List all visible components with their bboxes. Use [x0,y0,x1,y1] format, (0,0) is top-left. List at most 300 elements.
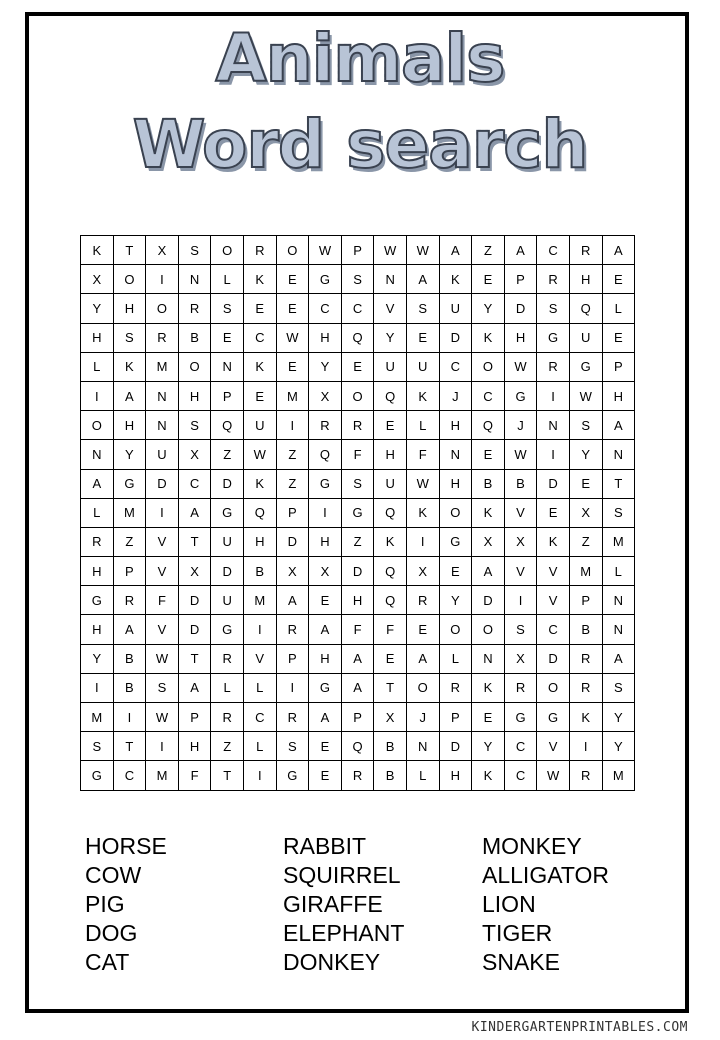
grid-cell[interactable]: T [374,673,407,702]
grid-cell[interactable]: K [243,265,276,294]
grid-cell[interactable]: D [211,557,244,586]
grid-cell[interactable]: Y [374,323,407,352]
grid-cell[interactable]: G [81,761,114,790]
grid-cell[interactable]: O [472,352,505,381]
grid-cell[interactable]: Q [472,411,505,440]
grid-cell[interactable]: E [374,411,407,440]
grid-cell[interactable]: N [211,352,244,381]
grid-cell[interactable]: C [243,703,276,732]
grid-cell[interactable]: I [243,615,276,644]
grid-cell[interactable]: H [569,265,602,294]
grid-cell[interactable]: Z [341,527,374,556]
grid-cell[interactable]: R [569,761,602,790]
grid-cell[interactable]: S [276,732,309,761]
grid-cell[interactable]: E [243,294,276,323]
grid-cell[interactable]: K [243,469,276,498]
grid-cell[interactable]: H [439,469,472,498]
grid-cell[interactable]: U [211,527,244,556]
grid-cell[interactable]: W [406,236,439,265]
grid-cell[interactable]: S [341,265,374,294]
grid-cell[interactable]: I [113,703,146,732]
grid-cell[interactable]: W [406,469,439,498]
grid-cell[interactable]: B [113,673,146,702]
grid-cell[interactable]: L [211,673,244,702]
grid-cell[interactable]: W [537,761,570,790]
grid-cell[interactable]: I [309,498,342,527]
grid-cell[interactable]: U [439,294,472,323]
grid-cell[interactable]: R [113,586,146,615]
grid-cell[interactable]: H [439,411,472,440]
grid-cell[interactable]: A [309,615,342,644]
grid-cell[interactable]: P [341,236,374,265]
grid-cell[interactable]: W [276,323,309,352]
grid-cell[interactable]: E [374,644,407,673]
grid-cell[interactable]: N [178,265,211,294]
grid-cell[interactable]: E [439,557,472,586]
grid-cell[interactable]: G [113,469,146,498]
grid-cell[interactable]: J [406,703,439,732]
grid-cell[interactable]: F [341,440,374,469]
grid-cell[interactable]: X [504,644,537,673]
grid-cell[interactable]: M [113,498,146,527]
grid-cell[interactable]: H [504,323,537,352]
grid-cell[interactable]: E [472,703,505,732]
grid-cell[interactable]: H [81,323,114,352]
grid-cell[interactable]: I [276,411,309,440]
grid-cell[interactable]: H [113,294,146,323]
grid-cell[interactable]: B [472,469,505,498]
grid-cell[interactable]: S [341,469,374,498]
grid-cell[interactable]: S [537,294,570,323]
grid-cell[interactable]: B [504,469,537,498]
grid-cell[interactable]: W [309,236,342,265]
grid-cell[interactable]: L [602,294,635,323]
grid-cell[interactable]: A [341,644,374,673]
grid-cell[interactable]: D [341,557,374,586]
grid-cell[interactable]: T [113,236,146,265]
grid-cell[interactable]: C [472,381,505,410]
grid-cell[interactable]: K [472,673,505,702]
grid-cell[interactable]: H [309,527,342,556]
grid-cell[interactable]: E [569,469,602,498]
grid-cell[interactable]: D [178,586,211,615]
grid-cell[interactable]: M [602,527,635,556]
grid-cell[interactable]: V [146,527,179,556]
grid-cell[interactable]: V [146,557,179,586]
grid-cell[interactable]: N [602,615,635,644]
grid-cell[interactable]: U [406,352,439,381]
grid-cell[interactable]: L [81,498,114,527]
grid-cell[interactable]: D [472,586,505,615]
grid-cell[interactable]: E [406,615,439,644]
grid-cell[interactable]: O [406,673,439,702]
grid-cell[interactable]: I [537,381,570,410]
grid-cell[interactable]: I [146,265,179,294]
grid-cell[interactable]: Q [243,498,276,527]
grid-cell[interactable]: R [178,294,211,323]
grid-cell[interactable]: C [243,323,276,352]
grid-cell[interactable]: A [602,236,635,265]
grid-cell[interactable]: R [81,527,114,556]
grid-cell[interactable]: V [146,615,179,644]
grid-cell[interactable]: V [537,557,570,586]
grid-cell[interactable]: M [569,557,602,586]
grid-cell[interactable]: O [81,411,114,440]
grid-cell[interactable]: P [602,352,635,381]
grid-cell[interactable]: H [243,527,276,556]
grid-cell[interactable]: M [602,761,635,790]
grid-cell[interactable]: F [146,586,179,615]
grid-cell[interactable]: B [374,732,407,761]
grid-cell[interactable]: A [406,265,439,294]
grid-cell[interactable]: B [113,644,146,673]
grid-cell[interactable]: Y [81,644,114,673]
grid-cell[interactable]: O [439,615,472,644]
grid-cell[interactable]: Q [374,586,407,615]
grid-cell[interactable]: U [146,440,179,469]
grid-cell[interactable]: O [439,498,472,527]
grid-cell[interactable]: A [341,673,374,702]
grid-cell[interactable]: T [178,644,211,673]
grid-cell[interactable]: R [243,236,276,265]
grid-cell[interactable]: D [146,469,179,498]
grid-cell[interactable]: E [406,323,439,352]
grid-cell[interactable]: E [276,352,309,381]
grid-cell[interactable]: E [276,294,309,323]
grid-cell[interactable]: U [374,469,407,498]
grid-cell[interactable]: C [113,761,146,790]
grid-cell[interactable]: Y [439,586,472,615]
grid-cell[interactable]: J [504,411,537,440]
grid-cell[interactable]: S [569,411,602,440]
grid-cell[interactable]: U [569,323,602,352]
grid-cell[interactable]: D [178,615,211,644]
grid-cell[interactable]: K [113,352,146,381]
grid-cell[interactable]: N [472,644,505,673]
grid-cell[interactable]: H [178,381,211,410]
grid-cell[interactable]: X [406,557,439,586]
grid-cell[interactable]: D [439,732,472,761]
grid-cell[interactable]: H [341,586,374,615]
grid-cell[interactable]: O [341,381,374,410]
grid-cell[interactable]: L [243,732,276,761]
grid-cell[interactable]: L [406,761,439,790]
grid-cell[interactable]: P [113,557,146,586]
grid-cell[interactable]: Q [341,323,374,352]
grid-cell[interactable]: I [81,381,114,410]
grid-cell[interactable]: W [504,440,537,469]
grid-cell[interactable]: T [602,469,635,498]
grid-cell[interactable]: M [146,761,179,790]
grid-cell[interactable]: G [341,498,374,527]
grid-cell[interactable]: V [504,557,537,586]
grid-cell[interactable]: G [309,673,342,702]
grid-cell[interactable]: O [178,352,211,381]
grid-cell[interactable]: N [602,440,635,469]
grid-cell[interactable]: E [309,586,342,615]
grid-cell[interactable]: Z [276,469,309,498]
grid-cell[interactable]: L [406,411,439,440]
grid-cell[interactable]: X [309,381,342,410]
grid-cell[interactable]: R [146,323,179,352]
grid-cell[interactable]: B [178,323,211,352]
grid-cell[interactable]: Q [309,440,342,469]
grid-cell[interactable]: H [309,323,342,352]
grid-cell[interactable]: V [243,644,276,673]
grid-cell[interactable]: M [146,352,179,381]
grid-cell[interactable]: K [569,703,602,732]
grid-cell[interactable]: S [602,673,635,702]
grid-cell[interactable]: G [81,586,114,615]
grid-cell[interactable]: R [537,352,570,381]
grid-cell[interactable]: N [439,440,472,469]
grid-cell[interactable]: A [439,236,472,265]
grid-cell[interactable]: I [276,673,309,702]
grid-cell[interactable]: I [569,732,602,761]
grid-cell[interactable]: H [113,411,146,440]
grid-cell[interactable]: Y [569,440,602,469]
grid-cell[interactable]: U [211,586,244,615]
grid-cell[interactable]: V [504,498,537,527]
grid-cell[interactable]: S [178,411,211,440]
grid-cell[interactable]: A [81,469,114,498]
grid-cell[interactable]: K [406,498,439,527]
grid-cell[interactable]: C [504,761,537,790]
grid-cell[interactable]: R [309,411,342,440]
grid-cell[interactable]: P [276,498,309,527]
grid-cell[interactable]: A [472,557,505,586]
grid-cell[interactable]: S [211,294,244,323]
grid-cell[interactable]: L [602,557,635,586]
grid-cell[interactable]: X [178,557,211,586]
grid-cell[interactable]: K [406,381,439,410]
grid-cell[interactable]: R [569,644,602,673]
grid-cell[interactable]: H [81,615,114,644]
grid-cell[interactable]: S [146,673,179,702]
grid-cell[interactable]: V [537,732,570,761]
grid-cell[interactable]: I [243,761,276,790]
grid-cell[interactable]: Z [113,527,146,556]
grid-cell[interactable]: N [146,411,179,440]
grid-cell[interactable]: S [406,294,439,323]
grid-cell[interactable]: R [341,761,374,790]
grid-cell[interactable]: R [569,236,602,265]
grid-cell[interactable]: Y [602,732,635,761]
grid-cell[interactable]: D [537,469,570,498]
grid-cell[interactable]: O [113,265,146,294]
grid-cell[interactable]: X [472,527,505,556]
grid-cell[interactable]: A [113,381,146,410]
grid-cell[interactable]: K [472,498,505,527]
grid-cell[interactable]: R [537,265,570,294]
grid-cell[interactable]: F [374,615,407,644]
grid-cell[interactable]: I [537,440,570,469]
grid-cell[interactable]: X [146,236,179,265]
grid-cell[interactable]: A [602,411,635,440]
grid-cell[interactable]: I [146,498,179,527]
grid-cell[interactable]: G [569,352,602,381]
grid-cell[interactable]: L [243,673,276,702]
grid-cell[interactable]: R [211,703,244,732]
grid-cell[interactable]: T [211,761,244,790]
grid-cell[interactable]: W [569,381,602,410]
grid-cell[interactable]: C [178,469,211,498]
grid-cell[interactable]: P [504,265,537,294]
grid-cell[interactable]: Z [276,440,309,469]
grid-cell[interactable]: G [537,323,570,352]
grid-cell[interactable]: R [504,673,537,702]
grid-cell[interactable]: E [602,323,635,352]
grid-cell[interactable]: C [439,352,472,381]
grid-cell[interactable]: C [537,236,570,265]
grid-cell[interactable]: H [81,557,114,586]
grid-cell[interactable]: P [211,381,244,410]
grid-cell[interactable]: Q [374,381,407,410]
grid-cell[interactable]: P [341,703,374,732]
grid-cell[interactable]: H [309,644,342,673]
grid-cell[interactable]: M [276,381,309,410]
grid-cell[interactable]: F [178,761,211,790]
grid-cell[interactable]: Y [472,732,505,761]
grid-cell[interactable]: G [211,498,244,527]
grid-cell[interactable]: G [537,703,570,732]
grid-cell[interactable]: Q [211,411,244,440]
grid-cell[interactable]: O [211,236,244,265]
grid-cell[interactable]: P [439,703,472,732]
grid-cell[interactable]: E [537,498,570,527]
grid-cell[interactable]: M [81,703,114,732]
grid-cell[interactable]: N [602,586,635,615]
grid-cell[interactable]: V [374,294,407,323]
grid-cell[interactable]: Y [309,352,342,381]
grid-cell[interactable]: G [309,265,342,294]
grid-cell[interactable]: Q [569,294,602,323]
grid-cell[interactable]: F [406,440,439,469]
grid-cell[interactable]: X [309,557,342,586]
grid-cell[interactable]: E [276,265,309,294]
grid-cell[interactable]: M [243,586,276,615]
grid-cell[interactable]: Z [472,236,505,265]
grid-cell[interactable]: A [602,644,635,673]
grid-cell[interactable]: O [472,615,505,644]
grid-cell[interactable]: K [537,527,570,556]
grid-cell[interactable]: T [178,527,211,556]
grid-cell[interactable]: X [504,527,537,556]
grid-cell[interactable]: R [341,411,374,440]
grid-cell[interactable]: K [81,236,114,265]
grid-cell[interactable]: E [472,265,505,294]
grid-cell[interactable]: E [472,440,505,469]
grid-cell[interactable]: R [439,673,472,702]
grid-cell[interactable]: B [569,615,602,644]
grid-cell[interactable]: N [374,265,407,294]
grid-cell[interactable]: P [276,644,309,673]
grid-cell[interactable]: A [309,703,342,732]
grid-cell[interactable]: T [113,732,146,761]
grid-cell[interactable]: U [374,352,407,381]
grid-cell[interactable]: H [374,440,407,469]
grid-cell[interactable]: I [406,527,439,556]
grid-cell[interactable]: X [81,265,114,294]
grid-cell[interactable]: R [276,615,309,644]
grid-cell[interactable]: D [211,469,244,498]
grid-cell[interactable]: V [537,586,570,615]
grid-cell[interactable]: X [374,703,407,732]
grid-cell[interactable]: Y [472,294,505,323]
grid-cell[interactable]: P [569,586,602,615]
grid-cell[interactable]: O [146,294,179,323]
grid-cell[interactable]: C [537,615,570,644]
grid-cell[interactable]: I [146,732,179,761]
grid-cell[interactable]: O [276,236,309,265]
grid-cell[interactable]: Q [341,732,374,761]
grid-cell[interactable]: H [602,381,635,410]
grid-cell[interactable]: A [276,586,309,615]
grid-cell[interactable]: B [243,557,276,586]
grid-cell[interactable]: Y [113,440,146,469]
grid-cell[interactable]: Z [569,527,602,556]
grid-cell[interactable]: K [439,265,472,294]
grid-cell[interactable]: F [341,615,374,644]
grid-cell[interactable]: W [146,644,179,673]
grid-cell[interactable]: L [439,644,472,673]
grid-cell[interactable]: Z [211,440,244,469]
grid-cell[interactable]: E [341,352,374,381]
grid-cell[interactable]: K [472,761,505,790]
grid-cell[interactable]: E [309,732,342,761]
grid-cell[interactable]: C [504,732,537,761]
grid-cell[interactable]: H [178,732,211,761]
grid-cell[interactable]: H [439,761,472,790]
grid-cell[interactable]: S [504,615,537,644]
grid-cell[interactable]: K [374,527,407,556]
grid-cell[interactable]: S [602,498,635,527]
grid-cell[interactable]: O [537,673,570,702]
grid-cell[interactable]: Y [602,703,635,732]
grid-cell[interactable]: P [178,703,211,732]
grid-cell[interactable]: R [569,673,602,702]
grid-cell[interactable]: I [504,586,537,615]
grid-cell[interactable]: R [211,644,244,673]
grid-cell[interactable]: D [439,323,472,352]
grid-cell[interactable]: S [178,236,211,265]
grid-cell[interactable]: A [406,644,439,673]
grid-cell[interactable]: B [374,761,407,790]
grid-cell[interactable]: A [504,236,537,265]
grid-cell[interactable]: G [276,761,309,790]
grid-cell[interactable]: L [81,352,114,381]
grid-cell[interactable]: U [243,411,276,440]
grid-cell[interactable]: E [243,381,276,410]
grid-cell[interactable]: W [504,352,537,381]
grid-cell[interactable]: C [341,294,374,323]
grid-cell[interactable]: D [276,527,309,556]
grid-cell[interactable]: C [309,294,342,323]
grid-cell[interactable]: X [569,498,602,527]
grid-cell[interactable]: R [406,586,439,615]
grid-cell[interactable]: G [211,615,244,644]
grid-cell[interactable]: D [504,294,537,323]
grid-cell[interactable]: S [81,732,114,761]
grid-cell[interactable]: A [178,498,211,527]
grid-cell[interactable]: G [439,527,472,556]
grid-cell[interactable]: A [113,615,146,644]
grid-cell[interactable]: W [243,440,276,469]
grid-cell[interactable]: G [504,381,537,410]
grid-cell[interactable]: Q [374,498,407,527]
grid-cell[interactable]: D [537,644,570,673]
grid-cell[interactable]: X [178,440,211,469]
